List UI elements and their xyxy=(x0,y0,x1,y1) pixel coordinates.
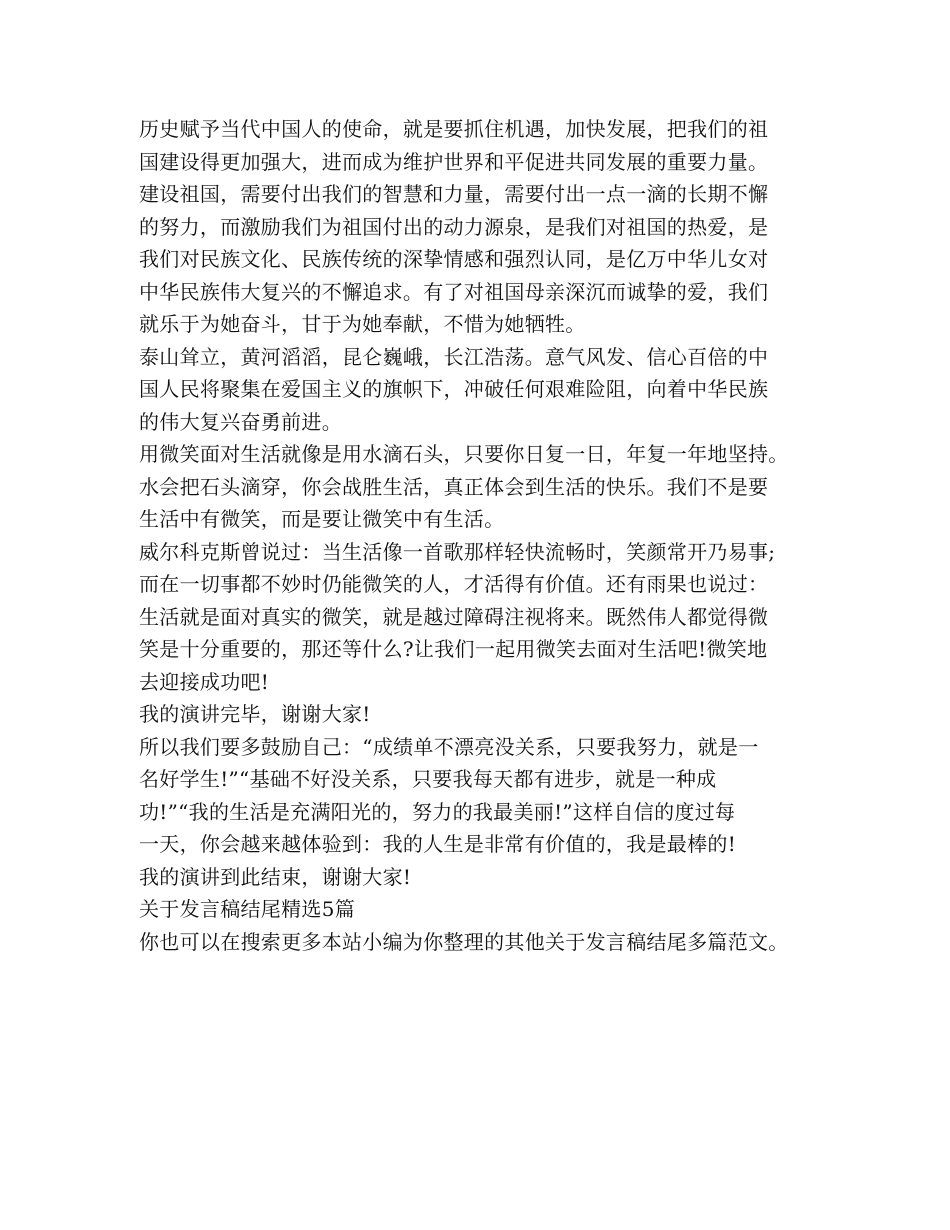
text-line: 国人民将聚集在爱国主义的旗帜下，冲破任何艰难险阻，向着中华民族 xyxy=(139,377,769,401)
text-line: 我们对民族文化、民族传统的深挚情感和强烈认同，是亿万中华儿女对 xyxy=(139,247,769,271)
text-line: 一天，你会越来越体验到：我的人生是非常有价值的，我是最棒的! xyxy=(139,832,737,856)
text-line: 所以我们要多鼓励自己：“成绩单不漂亮没关系，只要我努力，就是一 xyxy=(139,734,759,759)
text-line: 我的演讲完毕，谢谢大家! xyxy=(139,702,371,726)
text-line: 名好学生!”“基础不好没关系，只要我每天都有进步，就是一种成 xyxy=(139,767,717,791)
text-line: 用微笑面对生活就像是用水滴石头，只要你日复一日，年复一年地坚持。 xyxy=(139,442,789,466)
paragraph-mount-tai xyxy=(139,341,829,439)
text-line: 功!”“我的生活是充满阳光的，努力的我最美丽!”这样自信的度过每 xyxy=(139,799,736,824)
paragraph-smile-life xyxy=(139,438,829,536)
text-line: 去迎接成功吧! xyxy=(139,669,270,694)
paragraph-speech-end-2 xyxy=(139,861,829,894)
document-body xyxy=(139,113,829,958)
text-line: 威尔科克斯曾说过：当生活像一首歌那样轻快流畅时，笑颜常开乃易事; xyxy=(139,539,776,564)
paragraph-wilcox-quote xyxy=(139,536,829,699)
text-line: 生活中有微笑，而是要让微笑中有生活。 xyxy=(139,507,505,531)
paragraph-mission xyxy=(139,113,829,178)
text-line: 而在一切事都不妙时仍能微笑的人，才活得有价值。还有雨果也说过： xyxy=(139,572,769,596)
text-line: 历史赋予当代中国人的使命，就是要抓住机遇，加快发展，把我们的祖 xyxy=(139,117,769,141)
text-line: 你也可以在搜索更多本站小编为你整理的其他关于发言稿结尾多篇范文。 xyxy=(139,929,789,954)
text-line: 国建设得更加强大，进而成为维护世界和平促进共同发展的重要力量。 xyxy=(139,149,769,174)
text-line: 就乐于为她奋斗，甘于为她奉献，不惜为她牺牲。 xyxy=(139,312,586,336)
text-line: 泰山耸立，黄河滔滔，昆仑巍峨，长江浩荡。意气风发、信心百倍的中 xyxy=(139,344,769,369)
paragraph-speech-end-1 xyxy=(139,698,829,731)
paragraph-more-articles xyxy=(139,926,829,959)
text-line: 生活就是面对真实的微笑，就是越过障碍注视将来。既然伟人都觉得微 xyxy=(139,604,769,629)
text-line: 的努力，而激励我们为祖国付出的动力源泉，是我们对祖国的热爱，是 xyxy=(139,214,769,239)
text-line: 关于发言稿结尾精选5篇 xyxy=(139,897,356,921)
text-line: 中华民族伟大复兴的不懈追求。有了对祖国母亲深沉而诚挚的爱，我们 xyxy=(139,279,769,304)
paragraph-encourage-self xyxy=(139,731,829,861)
section-heading xyxy=(139,893,829,926)
text-line: 我的演讲到此结束，谢谢大家! xyxy=(139,864,412,889)
text-line: 的伟大复兴奋勇前进。 xyxy=(139,409,342,434)
paragraph-build-country xyxy=(139,178,829,341)
text-line: 水会把石头滴穿，你会战胜生活，真正体会到生活的快乐。我们不是要 xyxy=(139,474,769,499)
text-line: 建设祖国，需要付出我们的智慧和力量，需要付出一点一滴的长期不懈 xyxy=(139,182,769,206)
text-line: 笑是十分重要的，那还等什么?让我们一起用微笑去面对生活吧!微笑地 xyxy=(139,637,768,661)
